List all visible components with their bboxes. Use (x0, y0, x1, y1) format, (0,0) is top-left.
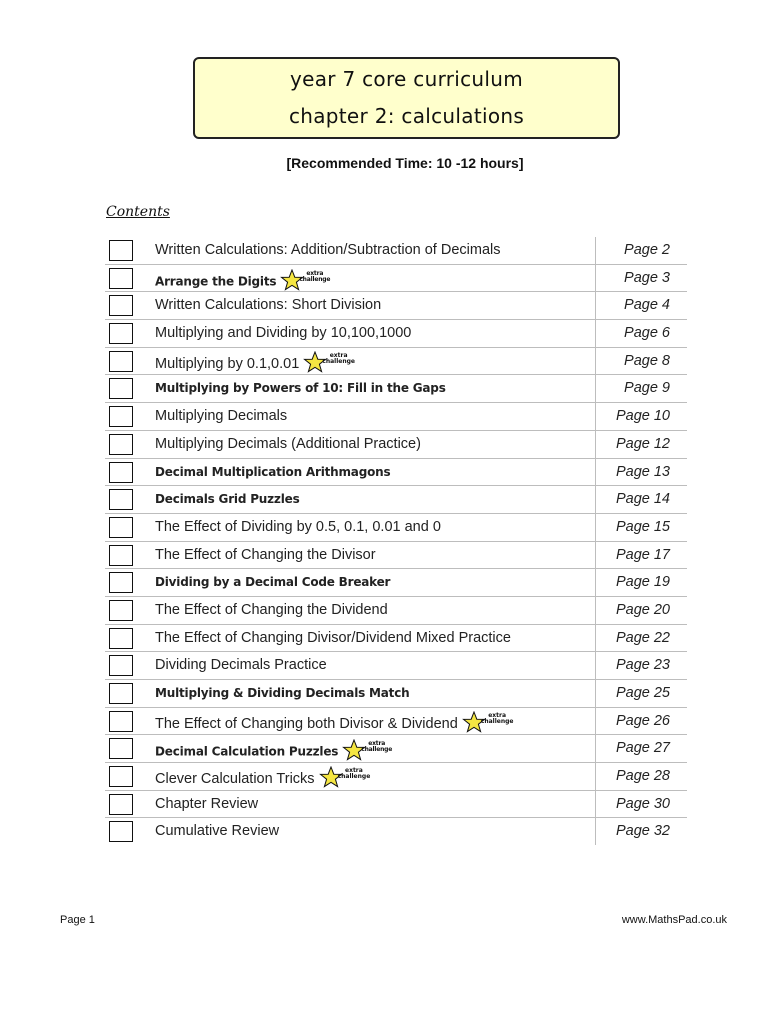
badge-text-line2: challenge (322, 357, 355, 365)
toc-page-cell (595, 431, 688, 458)
toc-item-title-text: Multiplying & Dividing Decimals Match (155, 686, 410, 700)
title-box (193, 57, 620, 139)
toc-row (105, 597, 687, 625)
toc-page-cell (595, 514, 688, 541)
toc-checkbox[interactable] (109, 766, 133, 787)
toc-item-title (155, 767, 371, 790)
toc-page-cell (595, 569, 688, 596)
toc-page-number: Page 26 (615, 712, 670, 729)
extra-challenge-star-icon (303, 351, 355, 373)
toc-page-number: Page 17 (615, 546, 670, 563)
badge-text-line1: extra (488, 711, 507, 719)
toc-item-title-text: Arrange the Digits (155, 274, 277, 289)
toc-checkbox[interactable] (109, 794, 133, 815)
toc-row (105, 459, 687, 487)
toc-page-cell (595, 375, 688, 402)
toc-page-cell (595, 708, 688, 735)
badge-text-line1: extra (329, 351, 348, 359)
toc-row (105, 791, 687, 819)
toc-item-title-text: Multiplying by Powers of 10: Fill in the Gaps (155, 381, 446, 396)
toc-item-title (155, 657, 327, 673)
toc-page-cell (595, 237, 688, 264)
title-line-2: chapter 2: calculations (288, 104, 525, 128)
toc-row (105, 514, 687, 542)
toc-page-cell (595, 818, 688, 845)
toc-page-number: Page 23 (615, 657, 670, 674)
toc-item-title-text: Decimals Grid Puzzles (155, 492, 300, 507)
toc-page-number: Page 28 (615, 768, 670, 785)
toc-page-cell (595, 597, 688, 624)
toc-row (105, 542, 687, 570)
extra-challenge-star-icon (280, 269, 331, 291)
toc-checkbox[interactable] (109, 711, 133, 732)
badge-text-line1: extra (306, 269, 324, 277)
toc-checkbox[interactable] (109, 323, 133, 344)
toc-page-number: Page 20 (615, 601, 670, 618)
toc-row (105, 652, 687, 680)
toc-checkbox[interactable] (109, 268, 133, 289)
contents-heading: Contents (106, 204, 170, 220)
extra-challenge-star-icon (319, 766, 371, 788)
toc-page-cell (595, 542, 688, 569)
toc-item-title-text: Multiplying and Dividing by 10,100,1000 (155, 325, 412, 342)
toc-item-title-text: Cumulative Review (155, 823, 280, 840)
toc-page-cell (595, 348, 688, 375)
toc-row (105, 569, 687, 597)
toc-page-cell (595, 265, 688, 292)
toc-checkbox[interactable] (109, 738, 133, 759)
toc-checkbox[interactable] (109, 351, 133, 372)
toc-item-title-text: Written Calculations: Addition/Subtraction of Decimals (155, 242, 501, 258)
toc-item-title-text: Chapter Review (155, 795, 259, 812)
toc-page-cell (595, 320, 688, 347)
toc-item-title (155, 519, 441, 535)
toc-checkbox[interactable] (109, 434, 133, 455)
footer-website: www.MathsPad.co.uk (621, 914, 727, 926)
toc-checkbox[interactable] (109, 683, 133, 704)
toc-item-title (155, 325, 411, 341)
toc-page-number: Page 10 (615, 408, 670, 425)
toc-page-cell (595, 763, 688, 790)
toc-row (105, 818, 687, 845)
toc-item-title (155, 242, 500, 258)
toc-item-title (155, 492, 300, 506)
badge-text-line1: extra (368, 740, 386, 748)
toc-page-number: Page 4 (624, 297, 670, 314)
toc-checkbox[interactable] (109, 545, 133, 566)
toc-page-number: Page 22 (615, 629, 670, 646)
toc-row (105, 680, 687, 708)
toc-item-title (155, 711, 514, 735)
toc-page-number: Page 12 (615, 435, 670, 452)
toc-item-title-text: Multiplying by 0.1,0.01 (155, 355, 300, 372)
recommended-time: [Recommended Time: 10 -12 hours] (286, 155, 524, 171)
toc-row (105, 403, 687, 431)
toc-item-title (155, 351, 355, 375)
toc-page-cell (595, 680, 688, 707)
toc-item-title-text: Written Calculations: Short Division (155, 297, 382, 314)
toc-page-number: Page 6 (624, 325, 670, 342)
toc-checkbox[interactable] (109, 462, 133, 483)
toc-checkbox[interactable] (109, 821, 133, 842)
toc-row (105, 320, 687, 348)
toc-item-title-text: Dividing by a Decimal Code Breaker (155, 575, 391, 590)
toc-page-number: Page 27 (615, 740, 670, 757)
toc-page-number: Page 19 (615, 574, 670, 591)
toc-row (105, 375, 687, 403)
toc-row (105, 708, 687, 736)
toc-row (105, 265, 687, 293)
badge-text-line2: challenge (337, 773, 371, 781)
extra-challenge-star-icon (462, 711, 514, 733)
toc-checkbox[interactable] (109, 628, 133, 649)
toc-page-cell (595, 292, 688, 319)
toc-page-number: Page 8 (624, 352, 670, 369)
toc-checkbox[interactable] (109, 572, 133, 593)
toc-item-title (155, 269, 331, 293)
toc-item-title (155, 823, 279, 839)
toc-checkbox[interactable] (109, 489, 133, 510)
toc-item-title (155, 686, 409, 700)
toc-item-title (155, 465, 390, 479)
toc-item-title-text: The Effect of Dividing by 0.5, 0.1, 0.01 and 0 (155, 518, 441, 535)
toc-page-number: Page 25 (615, 685, 670, 701)
toc-checkbox[interactable] (109, 378, 133, 399)
badge-text-line1: extra (345, 767, 363, 775)
toc-page-number: Page 3 (624, 269, 670, 286)
toc-page-number: Page 13 (615, 463, 670, 480)
toc-page-cell (595, 652, 688, 679)
toc-page-number: Page 32 (615, 823, 670, 840)
toc-item-title (155, 630, 511, 646)
toc-item-title (155, 408, 287, 424)
title-line-1: year 7 core curriculum (289, 67, 524, 91)
toc-page-number: Page 14 (615, 491, 670, 508)
toc-item-title-text: Dividing Decimals Practice (155, 657, 327, 674)
toc-checkbox[interactable] (109, 655, 133, 676)
toc-row (105, 486, 687, 514)
toc-item-title-text: The Effect of Changing the Dividend (155, 601, 388, 618)
toc-item-title-text: Decimal Calculation Puzzles (155, 744, 339, 759)
toc-page-number: Page 30 (615, 795, 670, 812)
toc-item-title-text: The Effect of Changing both Divisor & Dividend (155, 715, 458, 732)
toc-item-title-text: Decimal Multiplication Arithmagons (155, 464, 391, 479)
toc-item-title (155, 575, 390, 589)
toc-page-cell (595, 459, 688, 486)
extra-challenge-star-icon (342, 739, 393, 761)
badge-text-line2: challenge (361, 746, 393, 754)
toc-item-title (155, 602, 388, 618)
toc-page-number: Page 15 (615, 518, 670, 535)
table-of-contents (105, 237, 687, 845)
toc-checkbox[interactable] (109, 600, 133, 621)
toc-item-title-text: Clever Calculation Tricks (155, 770, 315, 787)
toc-item-title-text: Multiplying Decimals (155, 408, 288, 425)
toc-page-cell (595, 735, 688, 762)
toc-item-title (155, 796, 258, 812)
toc-page-cell (595, 625, 688, 652)
toc-row (105, 431, 687, 459)
toc-item-title (155, 297, 381, 313)
toc-item-title-text: The Effect of Changing Divisor/Dividend Mixed Practice (155, 629, 511, 646)
badge-text-line2: challenge (480, 717, 514, 725)
toc-row (105, 348, 687, 376)
toc-item-title (155, 381, 446, 395)
footer-page-number: Page 1 (60, 914, 95, 926)
toc-page-cell (595, 403, 688, 430)
toc-row (105, 292, 687, 320)
toc-checkbox[interactable] (109, 406, 133, 427)
toc-item-title-text: Multiplying Decimals (Additional Practice) (155, 435, 421, 452)
toc-page-number: Page 9 (624, 380, 670, 397)
toc-item-title-text: The Effect of Changing the Divisor (155, 546, 376, 563)
toc-page-cell (595, 791, 688, 818)
toc-checkbox[interactable] (109, 240, 133, 261)
toc-row (105, 625, 687, 653)
toc-checkbox[interactable] (109, 295, 133, 316)
toc-row (105, 763, 687, 791)
toc-item-title (155, 740, 393, 763)
toc-item-title (155, 436, 421, 452)
toc-row (105, 237, 687, 265)
badge-text-line2: challenge (299, 275, 331, 283)
toc-checkbox[interactable] (109, 517, 133, 538)
toc-page-cell (595, 486, 688, 513)
toc-item-title (155, 547, 376, 563)
toc-row (105, 735, 687, 763)
toc-page-number: Page 2 (624, 242, 670, 258)
